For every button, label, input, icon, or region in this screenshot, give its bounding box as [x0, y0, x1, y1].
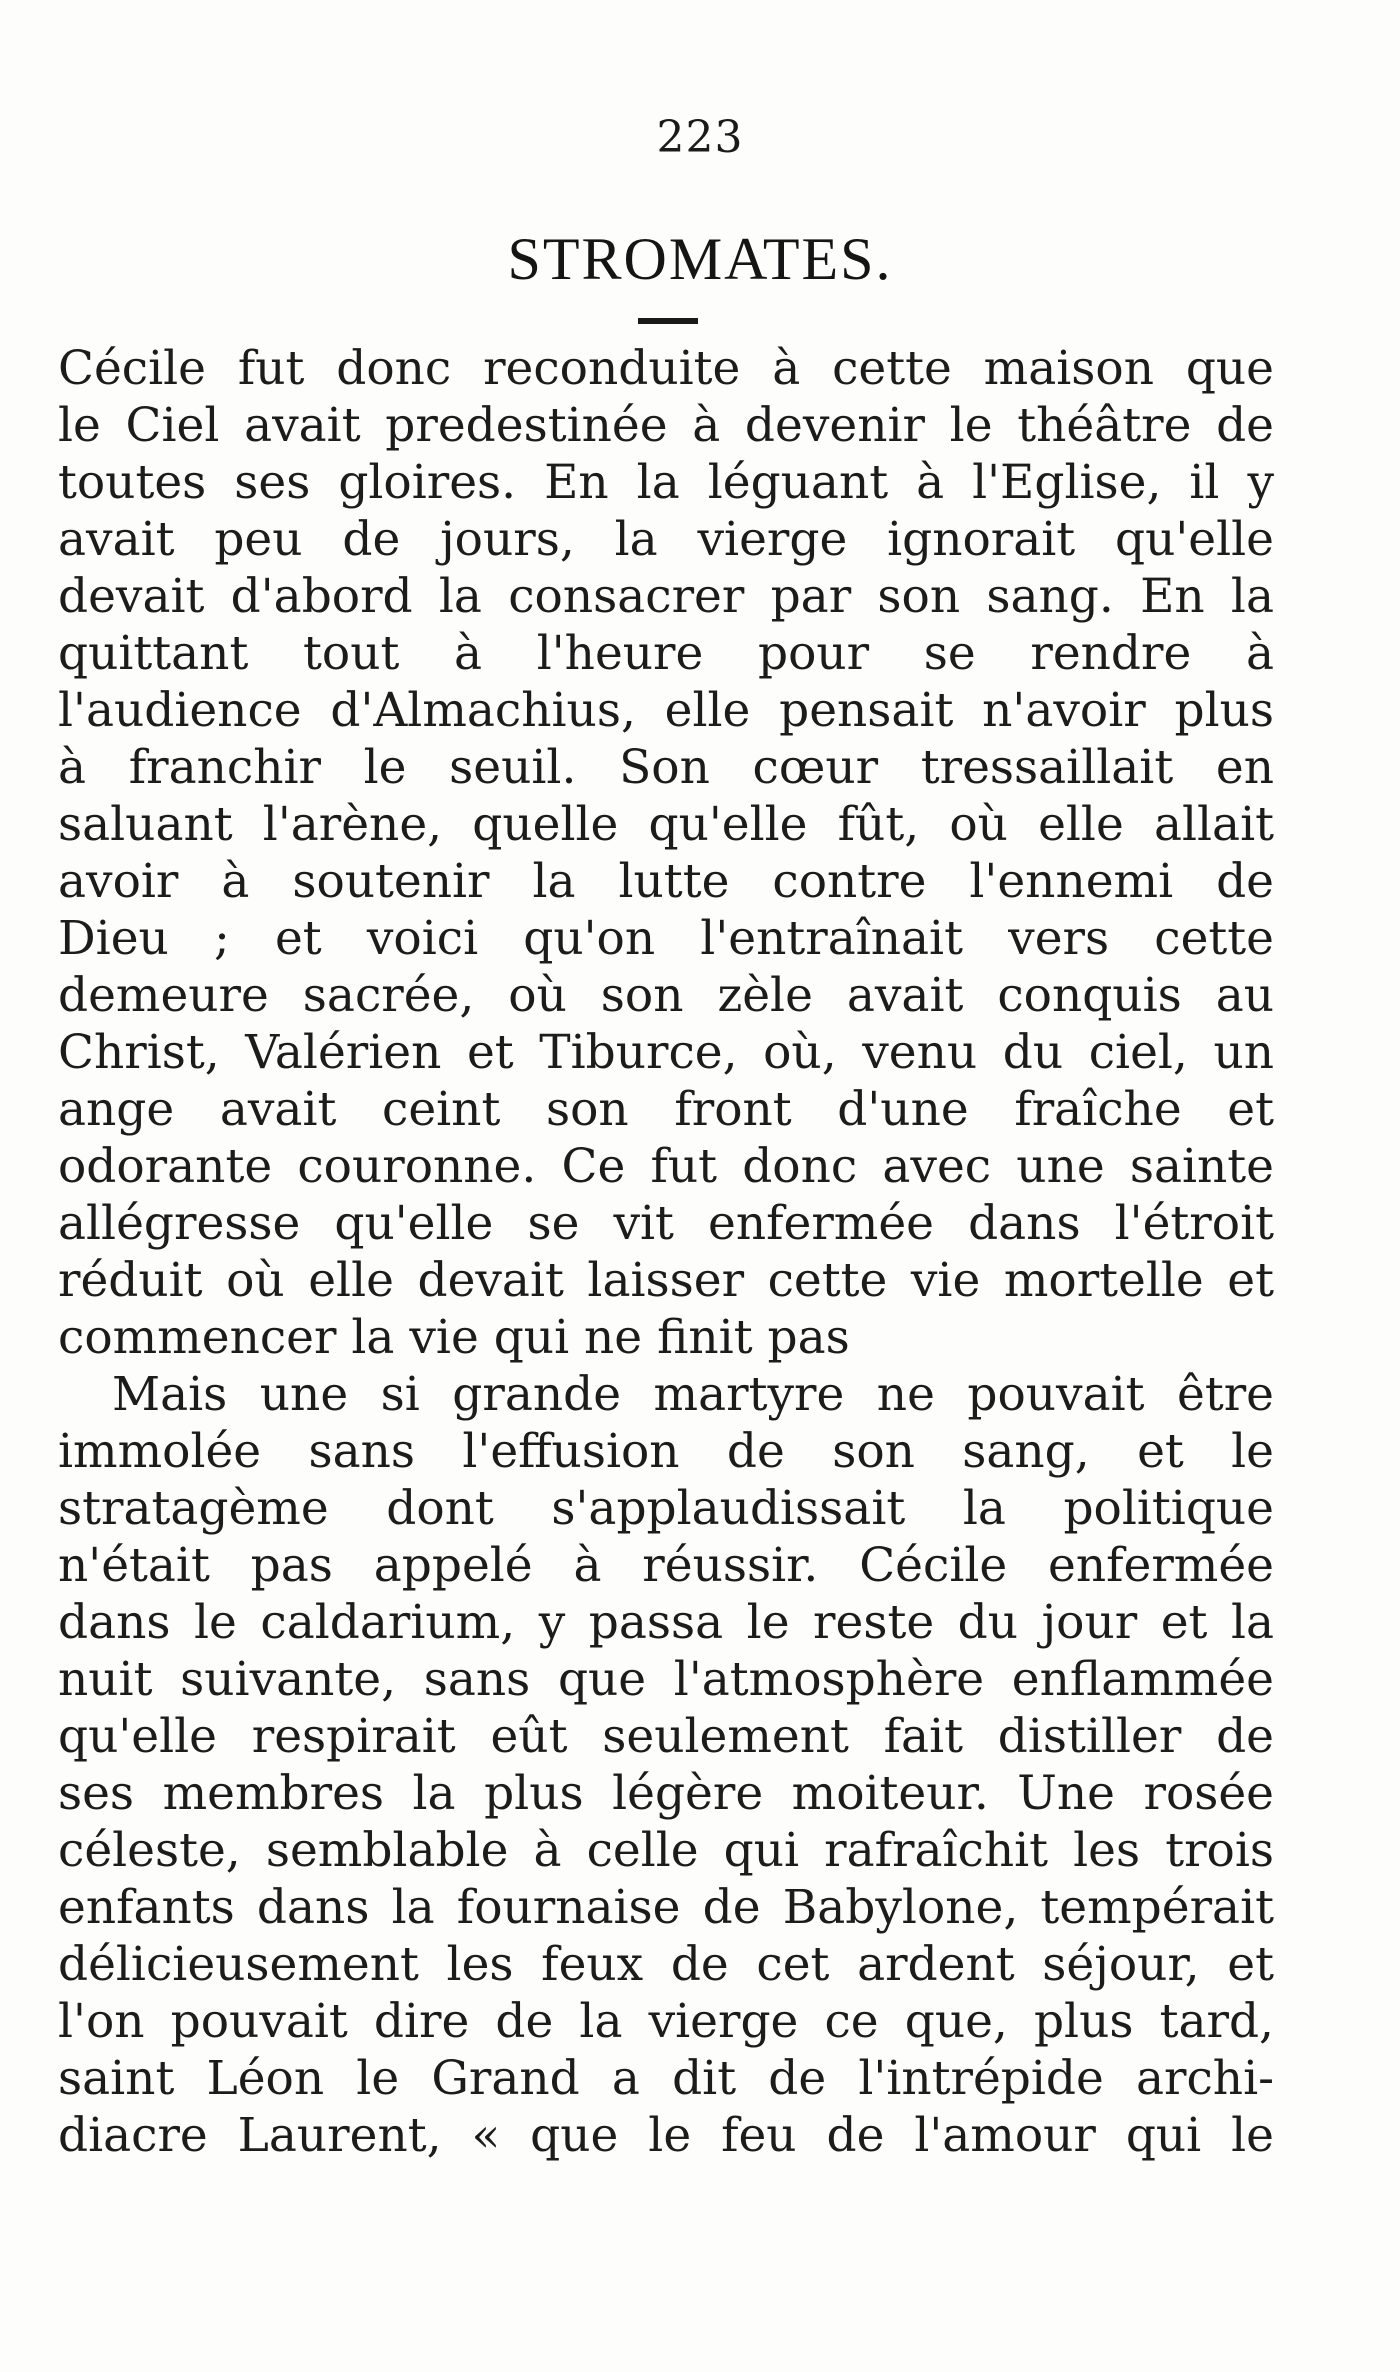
text-line: délicieusement les feux de cet ardent séjour, et [58, 1937, 1274, 1992]
text-line: saluant l'arène, quelle qu'elle fût, où elle allait [58, 797, 1274, 852]
heading-rule [638, 318, 698, 324]
text-line: dans le caldarium, y passa le reste du jour et la [58, 1595, 1274, 1650]
text-line: Cécile fut donc reconduite à cette maison que [58, 341, 1274, 396]
text-line: immolée sans l'effusion de son sang, et le [58, 1424, 1274, 1479]
text-line: saint Léon le Grand a dit de l'intrépide archi- [58, 2051, 1274, 2106]
text-line: ses membres la plus légère moiteur. Une rosée [58, 1766, 1274, 1821]
text-line: Mais une si grande martyre ne pouvait être [112, 1367, 1274, 1422]
text-line: céleste, semblable à celle qui rafraîchit les trois [58, 1823, 1274, 1878]
text-line: qu'elle respirait eût seulement fait distiller de [58, 1709, 1274, 1764]
text-line: demeure sacrée, où son zèle avait conquis au [58, 968, 1274, 1023]
text-line: ange avait ceint son front d'une fraîche et [58, 1082, 1274, 1137]
text-line: enfants dans la fournaise de Babylone, tempérait [58, 1880, 1274, 1935]
body-text [58, 340, 1274, 2164]
text-line: commencer la vie qui ne finit pas [58, 1310, 850, 1365]
text-line: réduit où elle devait laisser cette vie mortelle et [58, 1253, 1274, 1308]
text-line: stratagème dont s'applaudissait la politique [58, 1481, 1274, 1536]
text-line: avoir à soutenir la lutte contre l'ennemi de [58, 854, 1274, 909]
text-line: avait peu de jours, la vierge ignorait qu'elle [58, 512, 1274, 567]
text-line: quittant tout à l'heure pour se rendre à [58, 626, 1274, 681]
text-line: Christ, Valérien et Tiburce, où, venu du ciel, un [58, 1025, 1274, 1080]
page-number: 223 [656, 112, 744, 163]
text-line: l'audience d'Almachius, elle pensait n'avoir plus [58, 683, 1274, 738]
text-line: n'était pas appelé à réussir. Cécile enfermée [58, 1538, 1274, 1593]
text-line: le Ciel avait predestinée à devenir le théâtre de [58, 398, 1274, 453]
text-line: allégresse qu'elle se vit enfermée dans l'étroit [58, 1196, 1274, 1251]
text-line: odorante couronne. Ce fut donc avec une sainte [58, 1139, 1274, 1194]
text-line: l'on pouvait dire de la vierge ce que, plus tard, [58, 1994, 1274, 2049]
text-line: devait d'abord la consacrer par son sang. En la [58, 569, 1274, 624]
text-line: diacre Laurent, « que le feu de l'amour qui le [58, 2108, 1274, 2163]
text-line: Dieu ; et voici qu'on l'entraînait vers cette [58, 911, 1274, 966]
text-line: toutes ses gloires. En la léguant à l'Eglise, il y [58, 455, 1274, 510]
text-line: nuit suivante, sans que l'atmosphère enflammée [58, 1652, 1274, 1707]
text-line: à franchir le seuil. Son cœur tressaillait en [58, 740, 1274, 795]
chapter-heading: STROMATES. [507, 226, 893, 292]
